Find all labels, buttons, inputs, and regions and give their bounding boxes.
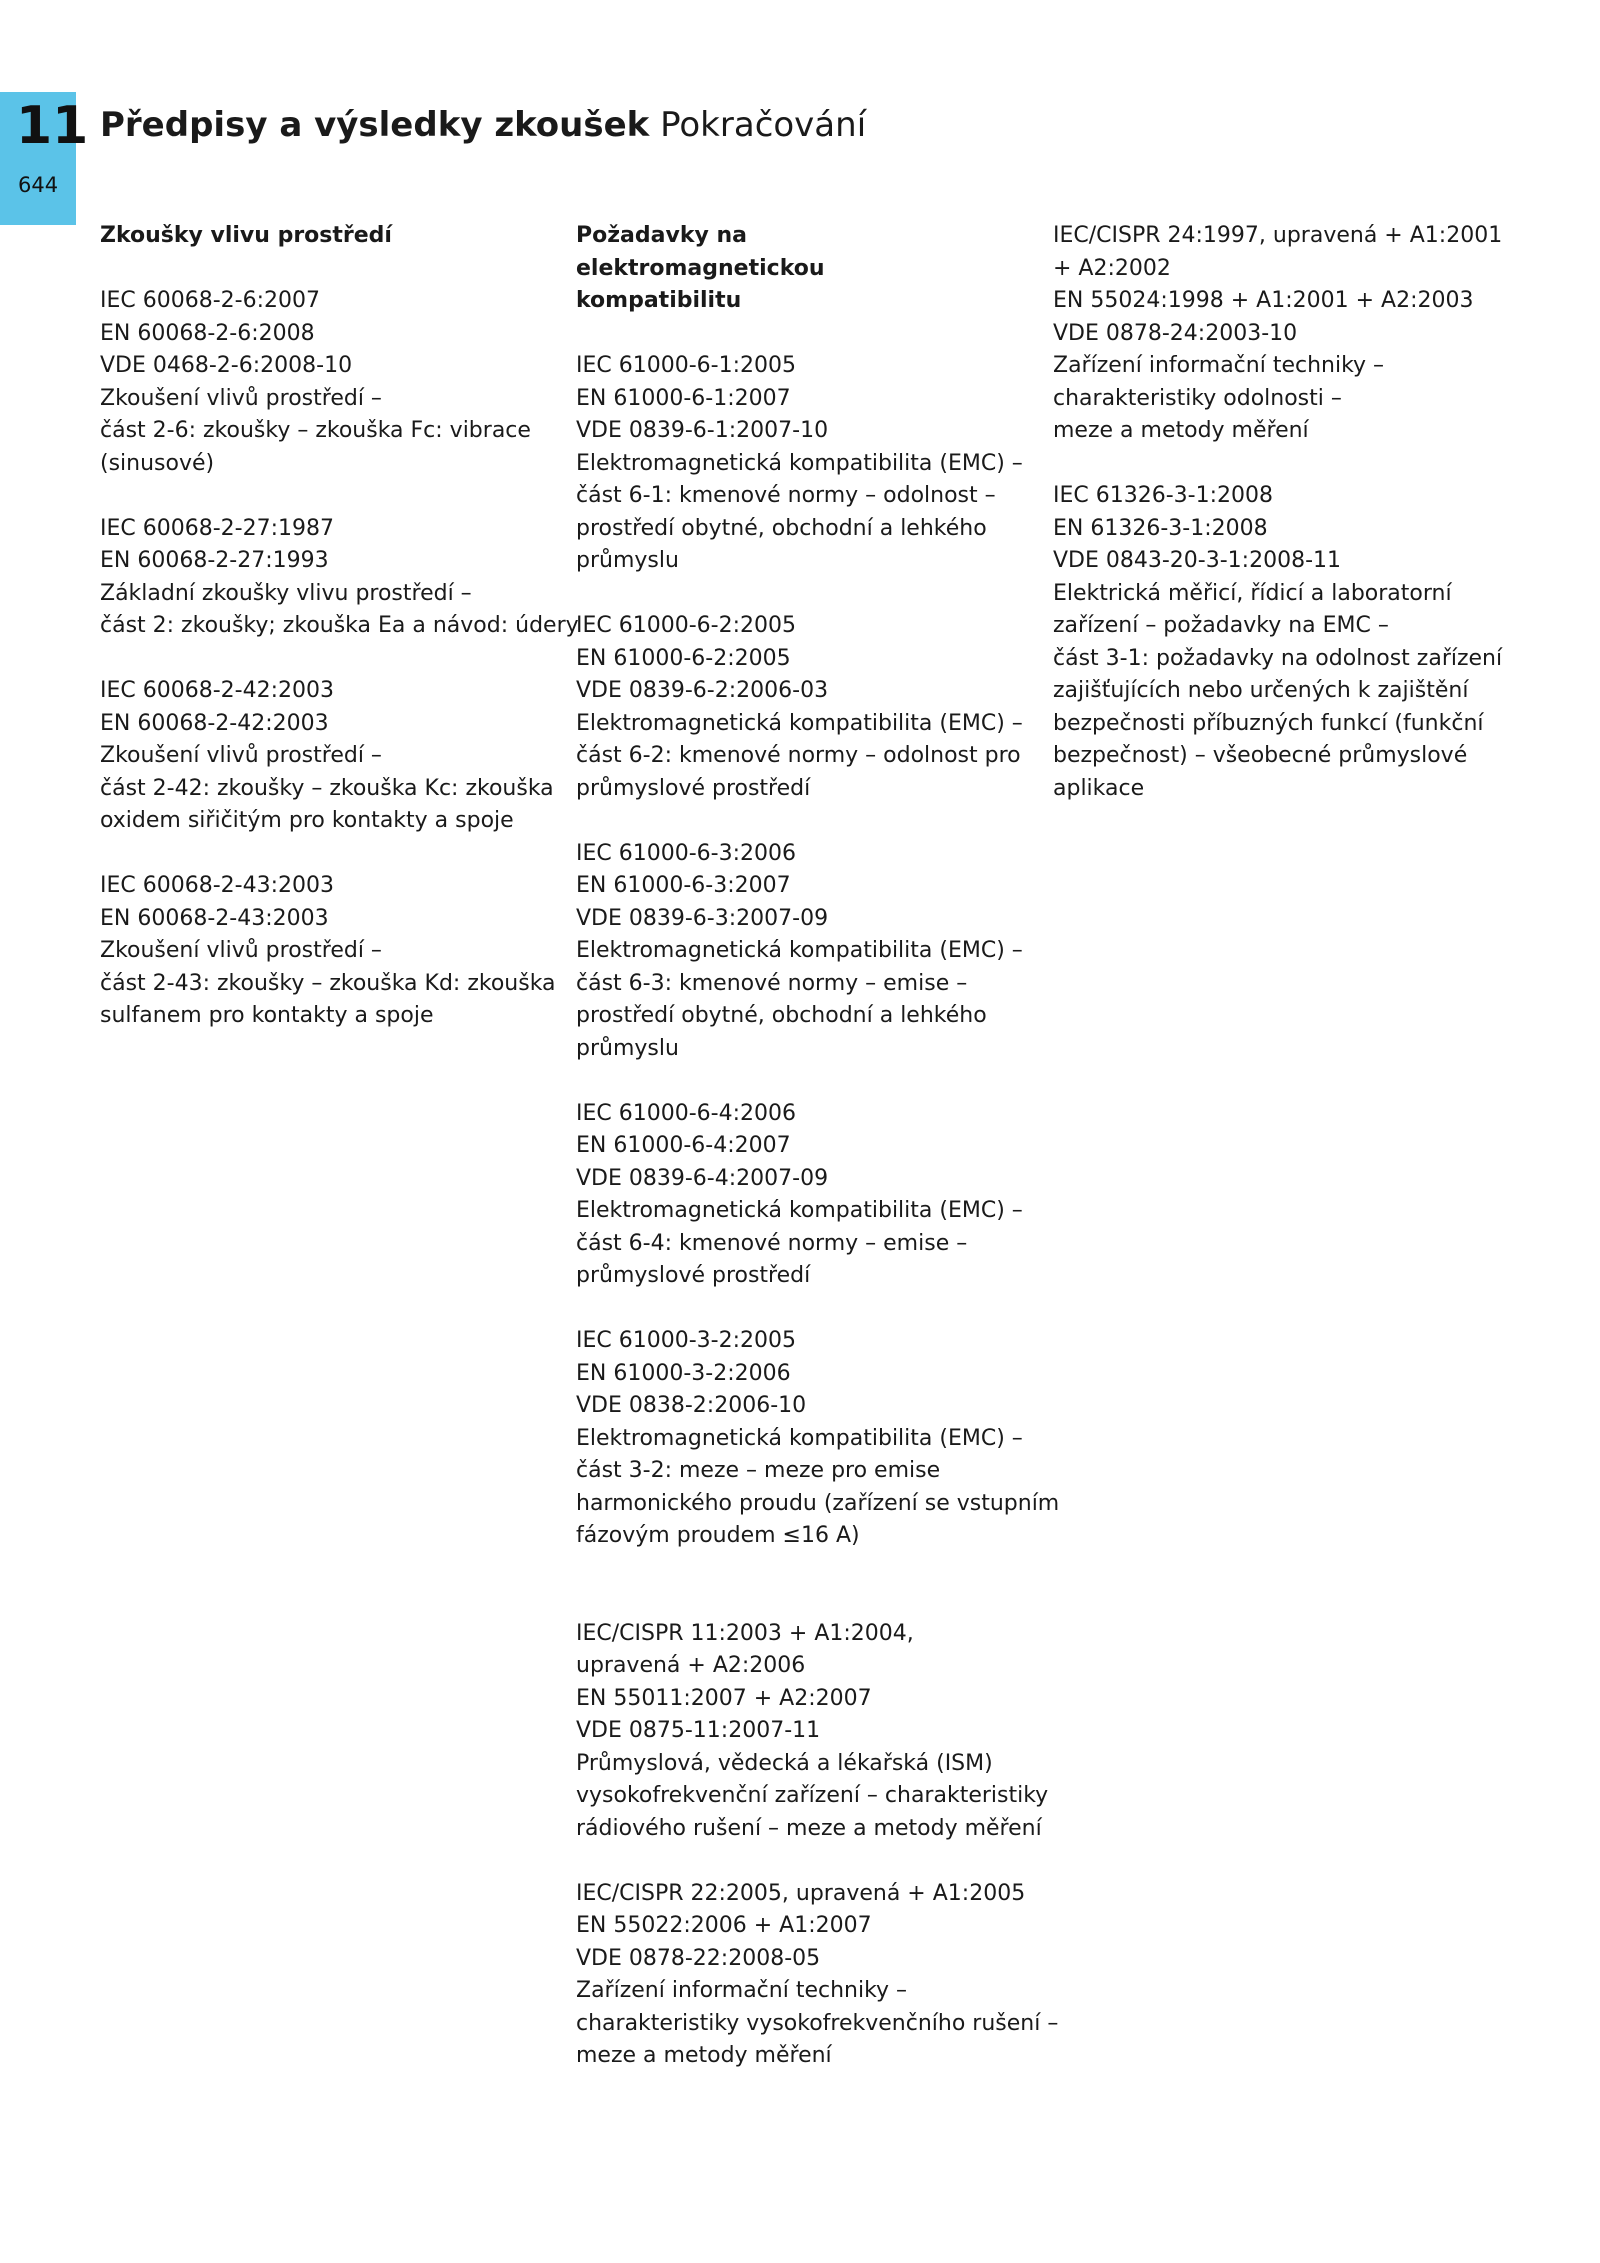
standard-entry-line: bezpečnosti příbuzných funkcí (funkční [1053, 710, 1484, 736]
standard-entry-line: rádiového rušení – meze a metody měření [576, 1815, 1042, 1841]
standard-entry [100, 675, 555, 838]
standard-entry-line: část 6-4: kmenové normy – emise – [576, 1230, 968, 1256]
standard-entry-line: část 6-1: kmenové normy – odolnost – [576, 483, 996, 508]
page-title-bold: Předpisy a výsledky zkoušek [100, 105, 650, 145]
standard-entry-line: Elektromagnetická kompatibilita (EMC) – [576, 450, 1023, 476]
standard-entry-line: Elektrická měřicí, řídicí a laboratorní [1053, 580, 1452, 606]
standard-entry-line: vysokofrekvenční zařízení – charakteristiky [576, 1783, 1049, 1808]
standard-entry-line: Elektromagnetická kompatibilita (EMC) – [576, 710, 1023, 736]
standard-entry-line: VDE 0468-2-6:2008-10 [100, 353, 353, 378]
column-emc-continued [1053, 220, 1508, 838]
standard-entry [576, 1325, 1060, 1553]
standard-entry [1053, 480, 1508, 805]
standard-entry-line: Zkoušení vlivů prostředí – [100, 743, 382, 768]
standard-entry-line: Zkoušení vlivů prostředí – [100, 385, 382, 411]
standard-entry-line: bezpečnost) – všeobecné průmyslové [1053, 743, 1468, 768]
standard-entry-line: IEC/CISPR 11:2003 + A1:2004, [576, 1620, 914, 1646]
chapter-number: 11 [16, 96, 89, 156]
page-number: 644 [18, 173, 59, 197]
standard-entry-line: IEC 61000-6-1:2005 [576, 353, 796, 378]
standard-entry [100, 870, 555, 1033]
standard-entry-line: část 2: zkoušky; zkouška Ea a návod: údery [100, 613, 579, 638]
standard-entry-line: část 2-42: zkoušky – zkouška Kc: zkouška [100, 775, 554, 801]
standard-entry [100, 285, 555, 480]
standard-entry-line: EN 60068-2-42:2003 [100, 710, 329, 736]
column-heading: Požadavky na elektromagnetickou kompatibilitu [576, 223, 825, 313]
column-emc-requirements [576, 220, 1060, 2105]
standard-entry-line: průmyslové prostředí [576, 775, 811, 801]
standard-entry-line: EN 60068-2-6:2008 [100, 320, 315, 346]
column-environmental-tests [100, 220, 579, 1065]
standard-entry-line: Průmyslová, vědecká a lékařská (ISM) [576, 1750, 993, 1776]
standard-entry [576, 610, 1031, 805]
standard-entry-line: IEC/CISPR 24:1997, upravená + A1:2001 [1053, 223, 1503, 248]
standard-entry-line: IEC 61000-3-2:2005 [576, 1328, 796, 1353]
standard-entry-line: IEC 60068-2-6:2007 [100, 288, 320, 313]
standard-entry-line: IEC 60068-2-27:1987 [100, 515, 334, 541]
standard-entry-line: VDE 0838-2:2006-10 [576, 1393, 807, 1418]
standard-entry-line: EN 60068-2-27:1993 [100, 548, 329, 573]
standard-entry-line: EN 60068-2-43:2003 [100, 905, 329, 931]
standard-entry-line: Elektromagnetická kompatibilita (EMC) – [576, 1198, 1023, 1223]
standard-entry-line: VDE 0878-24:2003-10 [1053, 320, 1298, 346]
standard-entry [576, 1618, 1049, 1846]
standard-entry-line: EN 61000-6-1:2007 [576, 385, 791, 411]
standard-entry-line: část 2-6: zkoušky – zkouška Fc: vibrace [100, 418, 531, 443]
standard-entry-line: harmonického proudu (zařízení se vstupním [576, 1490, 1060, 1516]
standard-entry-line: VDE 0875-11:2007-11 [576, 1718, 821, 1743]
standard-entry-line: sulfanem pro kontakty a spoje [100, 1003, 434, 1028]
standard-entry-line: Zařízení informační techniky – [1053, 353, 1385, 378]
standard-entry-line: průmyslu [576, 548, 679, 573]
standard-entry [576, 1098, 1031, 1293]
standard-entry-line: prostředí obytné, obchodní a lehkého [576, 515, 987, 541]
standard-entry-line: IEC 61000-6-4:2006 [576, 1100, 796, 1126]
standard-entry-line: prostředí obytné, obchodní a lehkého [576, 1003, 987, 1028]
standard-entry [576, 1878, 1059, 2073]
standard-entry-line: charakteristiky vysokofrekvenčního rušení – [576, 2010, 1059, 2036]
standard-entry-line: Zařízení informační techniky – [576, 1978, 908, 2003]
standard-entry-line: meze a metody měření [576, 2043, 832, 2068]
standard-entry-line: meze a metody měření [1053, 418, 1309, 443]
standard-entry-line: zařízení – požadavky na EMC – [1053, 613, 1389, 638]
column-heading: Zkoušky vlivu prostředí [100, 223, 392, 248]
standard-entry-line: VDE 0878-22:2008-05 [576, 1945, 821, 1971]
standard-entry-line: Zkoušení vlivů prostředí – [100, 938, 382, 963]
standard-entry-line: IEC 61000-6-2:2005 [576, 613, 796, 638]
standard-entry-line: Elektromagnetická kompatibilita (EMC) – [576, 1425, 1023, 1451]
standard-entry-line: IEC 60068-2-43:2003 [100, 873, 334, 898]
standard-entry-line: VDE 0839-6-4:2007-09 [576, 1165, 829, 1191]
standard-entry-line: zajišťujících nebo určených k zajištění [1053, 678, 1469, 703]
standard-entry-line: IEC 61000-6-3:2006 [576, 840, 796, 866]
standard-entry-line: Základní zkoušky vlivu prostředí – [100, 580, 472, 606]
standard-entry [1053, 220, 1508, 448]
standard-entry [576, 350, 1031, 578]
standard-entry-line: průmyslu [576, 1035, 679, 1061]
standard-entry-line: EN 61000-6-4:2007 [576, 1133, 791, 1158]
standard-entry [576, 838, 1031, 1066]
standard-entry-line: VDE 0839-6-3:2007-09 [576, 905, 829, 931]
standard-entry-line: fázovým proudem ≤16 A) [576, 1523, 860, 1548]
standard-entry-line: EN 61000-6-2:2005 [576, 645, 791, 671]
standard-entry-line: oxidem siřičitým pro kontakty a spoje [100, 808, 514, 833]
standard-entry-line: VDE 0839-6-1:2007-10 [576, 418, 829, 443]
standard-entry-line: část 6-2: kmenové normy – odolnost pro [576, 743, 1021, 768]
standard-entry-line: průmyslové prostředí [576, 1263, 811, 1288]
standard-entry-line: upravená + A2:2006 [576, 1653, 806, 1678]
standard-entry-line: (sinusové) [100, 450, 215, 476]
standard-entry-line: + A2:2002 [1053, 255, 1171, 281]
standard-entry-line: aplikace [1053, 775, 1145, 801]
standard-entry-line: IEC 61326-3-1:2008 [1053, 483, 1273, 508]
standard-entry-line: charakteristiky odolnosti – [1053, 385, 1342, 411]
page-title-continuation: Pokračování [660, 105, 867, 145]
standard-entry-line: část 3-1: požadavky na odolnost zařízení [1053, 645, 1503, 671]
standard-entry-line: Elektromagnetická kompatibilita (EMC) – [576, 938, 1023, 963]
standard-entry-line: VDE 0839-6-2:2006-03 [576, 678, 829, 703]
standard-entry-line: část 3-2: meze – meze pro emise [576, 1458, 941, 1483]
standard-entry-line: EN 55024:1998 + A1:2001 + A2:2003 [1053, 288, 1474, 313]
standard-entry-line: EN 55022:2006 + A1:2007 [576, 1913, 872, 1938]
standard-entry-line: část 6-3: kmenové normy – emise – [576, 970, 968, 996]
standard-entry-line: EN 55011:2007 + A2:2007 [576, 1685, 872, 1711]
standard-entry-line: IEC/CISPR 22:2005, upravená + A1:2005 [576, 1880, 1026, 1906]
standard-entry [100, 513, 579, 643]
standard-entry-line: EN 61326-3-1:2008 [1053, 515, 1268, 541]
standard-entry-line: VDE 0843-20-3-1:2008-11 [1053, 548, 1342, 573]
standard-entry-line: část 2-43: zkoušky – zkouška Kd: zkouška [100, 970, 556, 996]
page-title [100, 106, 866, 145]
standard-entry-line: EN 61000-3-2:2006 [576, 1360, 791, 1386]
standard-entry-line: EN 61000-6-3:2007 [576, 873, 791, 898]
standard-entry-line: IEC 60068-2-42:2003 [100, 678, 334, 703]
